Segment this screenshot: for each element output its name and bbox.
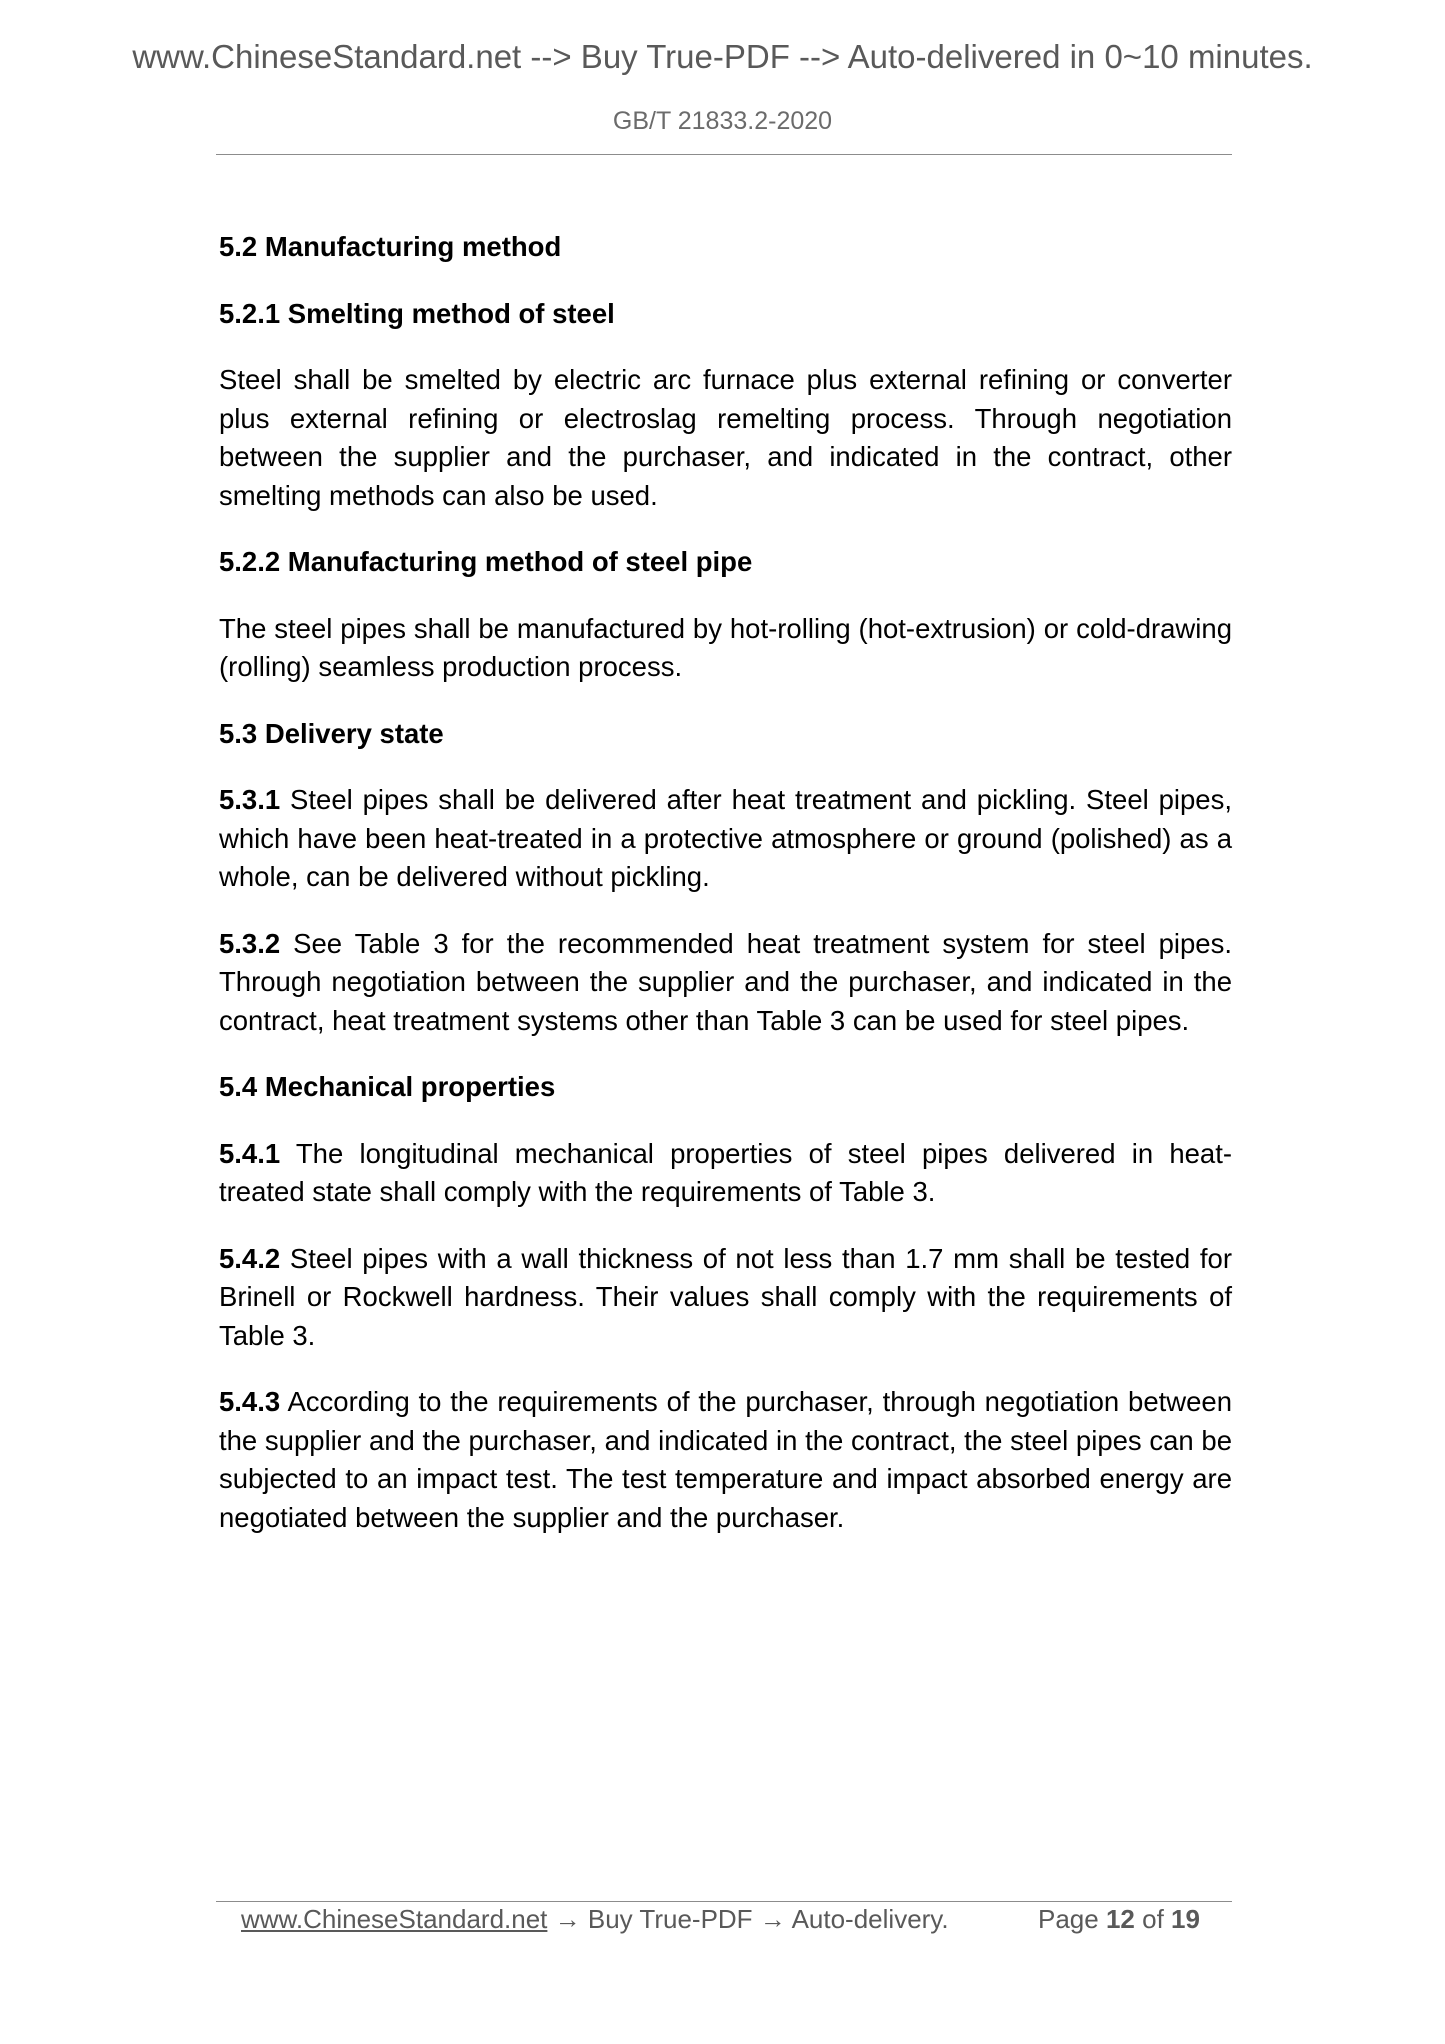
section-heading-5-2: 5.2 Manufacturing method — [219, 231, 562, 262]
clause-text: See Table 3 for the recommended heat treatment system for steel pipes. Through negotiation between the supplier and the purchaser, and indicated in the contract, heat treatment systems other than Table 3 can be used for steel pipes. — [219, 927, 1232, 1036]
paragraph-5-2-1: Steel shall be smelted by electric arc furnace plus external refining or converter plus external refining or electroslag remelting process. Through negotiation between the supplier and the purchaser, and indicated in the contract, other smelting methods can also be used. — [219, 364, 1232, 511]
page-total: 19 — [1171, 1904, 1200, 1934]
paragraph-5-2-2: The steel pipes shall be manufactured by hot-rolling (hot-extrusion) or cold-drawing (rolling) seamless production process. — [219, 612, 1232, 682]
clause-number: 5.3.2 — [219, 927, 281, 959]
section-heading-5-3: 5.3 Delivery state — [219, 717, 444, 749]
clause-text: The longitudinal mechanical properties of steel pipes delivered in heat-treated state shall comply with the requirements of Table 3. — [219, 1137, 1232, 1207]
section-heading-5-2-2: 5.2.2 Manufacturing method of steel pipe — [219, 546, 753, 577]
page-of: of — [1142, 1904, 1164, 1934]
clause-text: Steel pipes shall be delivered after heat treatment and pickling. Steel pipes, which have been heat-treated in a protective atmosphere or ground (polished) as a whole, can be delivered without pickling. — [219, 784, 1232, 892]
clause-text: According to the requirements of the purchaser, through negotiation between the supplier and the purchaser, and indicated in the contract, the steel pipes can be subjected to an impact test. The test temperature and impact absorbed energy are negotiated between the supplier and the purchaser. — [219, 1386, 1232, 1533]
section-heading-5-4: 5.4 Mechanical properties — [219, 1071, 556, 1102]
page-number — [1038, 1904, 1200, 1935]
clause-number: 5.4.2 — [219, 1242, 281, 1274]
paragraph-5-3-2 — [219, 925, 1232, 1041]
clause-number: 5.4.1 — [219, 1137, 281, 1169]
paragraph-5-4-1 — [219, 1135, 1232, 1212]
document-body — [219, 228, 1232, 1565]
clause-number: 5.3.1 — [219, 784, 281, 815]
footer-link[interactable]: www.ChineseStandard.net — [241, 1904, 548, 1934]
page-current: 12 — [1105, 1904, 1135, 1934]
header-divider — [216, 154, 1232, 155]
clause-number: 5.4.3 — [219, 1386, 281, 1417]
clause-text: Steel pipes with a wall thickness of not less than 1.7 mm shall be tested for Brinell or Rockwell hardness. Their values shall comply with the requirements of Table 3. — [219, 1242, 1232, 1351]
section-heading-5-2-1: 5.2.1 Smelting method of steel — [219, 297, 615, 329]
paragraph-5-3-1 — [219, 781, 1232, 897]
top-banner: www.ChineseStandard.net --> Buy True-PDF --> Auto-delivered in 0~10 minutes. — [132, 38, 1313, 75]
document-code: GB/T 21833.2-2020 — [612, 107, 833, 135]
footer-text — [241, 1904, 949, 1935]
page-label: Page — [1038, 1904, 1099, 1934]
paragraph-5-4-3 — [219, 1383, 1232, 1537]
footer-tagline: → Buy True-PDF → Auto-delivery. — [547, 1904, 949, 1934]
footer-divider — [216, 1901, 1232, 1902]
paragraph-5-4-2 — [219, 1240, 1232, 1356]
